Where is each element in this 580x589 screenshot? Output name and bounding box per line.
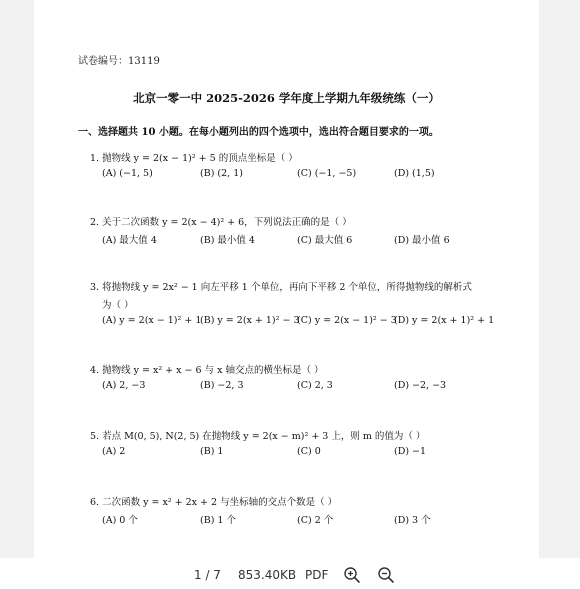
document-page	[34, 0, 539, 558]
option-a: (A) (−1, 5)	[102, 168, 153, 179]
question-5	[90, 428, 510, 460]
option-d: (D) y = 2(x + 1)² + 1	[394, 315, 495, 326]
zoom-in-icon[interactable]	[343, 566, 361, 584]
option-c: (C) 2 个	[297, 515, 334, 526]
option-b: (B) 最小值 4	[200, 235, 255, 246]
question-3	[90, 279, 510, 329]
question-stem-continued: 为（ ）	[102, 300, 134, 311]
option-d: (D) 最小值 6	[394, 235, 450, 246]
option-c: (C) 2, 3	[297, 380, 333, 391]
option-b: (B) −2, 3	[200, 380, 244, 391]
option-c: (C) 0	[297, 446, 321, 457]
question-2	[90, 214, 510, 246]
question-6	[90, 494, 510, 526]
question-4	[90, 362, 510, 394]
option-a: (A) 最大值 4	[102, 235, 157, 246]
file-type: PDF	[305, 568, 329, 582]
option-b: (B) 1 个	[200, 515, 236, 526]
option-c: (C) y = 2(x − 1)² − 3	[297, 315, 397, 326]
exam-title: 北京一零一中 2025-2026 学年度上学期九年级统练（一）	[133, 91, 440, 105]
question-stem: 1. 抛物线 y = 2(x − 1)² + 5 的顶点坐标是（ ）	[90, 153, 298, 164]
option-a: (A) 2	[102, 446, 126, 457]
question-stem: 3. 将抛物线 y = 2x² − 1 向左平移 1 个单位，再向下平移 2 个单位，所得抛物线的解析式	[90, 282, 472, 293]
file-size: 853.40KB	[238, 568, 297, 582]
option-c: (C) 最大值 6	[297, 235, 353, 246]
option-b: (B) (2, 1)	[200, 168, 243, 179]
option-a: (A) y = 2(x − 1)² + 1	[102, 315, 202, 326]
option-d: (D) −1	[394, 446, 427, 457]
zoom-out-icon[interactable]	[377, 566, 395, 584]
option-c: (C) (−1, −5)	[297, 168, 357, 179]
option-a: (A) 0 个	[102, 515, 138, 526]
option-a: (A) 2, −3	[102, 380, 146, 391]
option-d: (D) −2, −3	[394, 380, 447, 391]
section-heading: 一、选择题共 10 小题。在每小题列出的四个选项中，选出符合题目要求的一项。	[78, 127, 439, 138]
question-1	[90, 150, 510, 182]
page-indicator: 1 / 7	[194, 568, 221, 582]
question-stem: 2. 关于二次函数 y = 2(x − 4)² + 6，下列说法正确的是（ ）	[90, 217, 352, 228]
option-d: (D) 3 个	[394, 515, 431, 526]
exam-number: 试卷编号：13119	[78, 56, 160, 67]
question-stem: 4. 抛物线 y = x² + x − 6 与 x 轴交点的横坐标是（ ）	[90, 365, 324, 376]
question-stem: 5. 若点 M(0, 5), N(2, 5) 在抛物线 y = 2(x − m)² + 3 上，则 m 的值为（ ）	[90, 431, 426, 442]
option-b: (B) y = 2(x + 1)² − 3	[200, 315, 300, 326]
option-b: (B) 1	[200, 446, 224, 457]
option-d: (D) (1,5)	[394, 168, 435, 179]
viewer-toolbar	[0, 558, 580, 589]
question-stem: 6. 二次函数 y = x² + 2x + 2 与坐标轴的交点个数是（ ）	[90, 497, 338, 508]
